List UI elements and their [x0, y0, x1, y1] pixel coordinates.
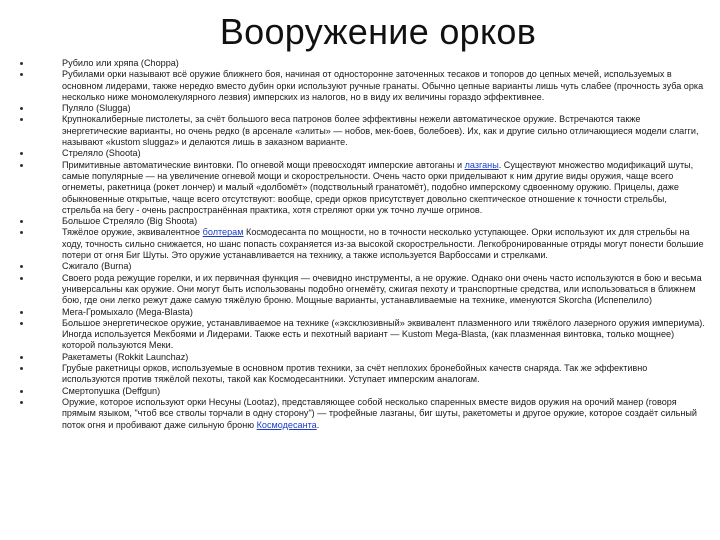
bullet-list	[16, 58, 706, 431]
item-text: Сжигало (Burna)	[62, 261, 132, 272]
bullet-icon	[20, 220, 23, 223]
item-text: Ракетаметы (Rokkit Launchaz)	[62, 351, 189, 362]
bullet-icon	[20, 231, 23, 234]
inline-link[interactable]: болтерам	[202, 227, 244, 238]
item-text: Тяжёлое оружие, эквивалентное	[62, 227, 203, 238]
item-text: Пуляло (Slugga)	[62, 103, 131, 114]
inline-link[interactable]: лазганы	[464, 159, 499, 170]
list-item	[16, 148, 706, 159]
list-item	[16, 261, 706, 272]
item-text: Большое энергетическое оружие, устанавливаемое на технике («эксклюзивный» эквивалент плазменного или тяжёлого лазерного оружия империума). Иногда используется Мекбоями и Лидерами. Также есть и пехотный вариант — Kustom Mega-Blasta, (как плазменная винтовка, только мощнее) которой пользуются Меки.	[62, 317, 705, 351]
bullet-icon	[20, 265, 23, 268]
bullet-icon	[20, 164, 23, 167]
list-item	[16, 227, 706, 261]
item-text: Грубые ракетницы орков, используемые в основном против техники, за счёт неплохих бронебойных качеств снаряда. Так же эффективно используются против тяжёлой пехоты, такой как Космодесантники. Уступает имперским аналогам.	[62, 363, 648, 385]
bullet-icon	[20, 401, 23, 404]
list-item	[16, 160, 706, 216]
list-item	[16, 307, 706, 318]
bullet-icon	[20, 322, 23, 325]
item-text: Смертопушка (Deffgun)	[62, 385, 161, 396]
list-item	[16, 363, 706, 386]
item-text: Оружие, которое используют орки Несуны (Lootaz), представляющее собой несколько спаренных вместе видов оружия на орочий манер (говоря прямым языком, "чтоб все стволы торчали в одну сторону") — трофейные лазганы, биг шуты, ракетометы и другое оружие, которое создаёт сильный поток огня и пробивают даже сильную броню	[62, 396, 698, 430]
bullet-icon	[20, 390, 23, 393]
item-text: Примитивные автоматические винтовки. По огневой мощи превосходят имперские автоганы и	[62, 159, 465, 170]
bullet-icon	[20, 277, 23, 280]
list-item	[16, 318, 706, 352]
list-item	[16, 386, 706, 397]
item-text: Мега-Громыхало (Mega-Blasta)	[62, 306, 193, 317]
list-item	[16, 352, 706, 363]
bullet-icon	[20, 62, 23, 65]
item-text: . Существуют множество модификаций шуты, самые популярные — на увеличение огневой мощи и скорострельности. Очень часто орки приделывают к ним другие виды оружия, чаще всего огнеметы, ракетница (рокет лончер) и малый «долбомёт» (подствольный гранатомёт), подобно имперскому сдвоенному оружию. Прицелы, даже обыкновенные открытые, чаще всего отсутствуют: вообще, среди орков присутствует довольно скептическое отношение к точности стрельбы, стрельба на бегу - очень распространённая практика, хотя стреляют орки уж точно лучше огринов.	[62, 159, 694, 215]
bullet-icon	[20, 152, 23, 155]
slide-title: Вооружение орков	[219, 11, 537, 52]
list-item	[16, 216, 706, 227]
list-item	[16, 58, 706, 69]
bullet-icon	[20, 356, 23, 359]
bullet-icon	[20, 367, 23, 370]
list-item	[16, 114, 706, 148]
item-text: Большое Стреляло (Big Shoota)	[62, 216, 198, 227]
list-item	[16, 397, 706, 431]
bullet-icon	[20, 311, 23, 314]
item-text: Космодесанта по мощности, но в точности несколько уступающее. Орки используют их для стрельбы на ходу, точность сильно снижается, но шанс попасть сохраняется из-за высокой скорострельности. Легкобронированные отряды могут понести большие потери от огня Биг Шуты. Это оружие устанавливается на технику, а также используется Варбоссами и стрелками.	[62, 227, 704, 261]
item-text: Своего рода режущие горелки, и их первичная функция — очевидно инструменты, а не оружие. Однако они очень часто используются в бою и весьма универсальны как оружие. Они могут быть использованы подобно огнемёту, сжигая пехоту и транспортные средства, или использоваться в ближнем бою, где они легко режут даже самую тяжёлую броню. Мощные варианты, устанавливаемые на технике, именуются Skorcha (Испепелило)	[62, 272, 702, 306]
list-item	[16, 273, 706, 307]
item-text: Стреляло (Shoota)	[62, 148, 141, 159]
item-text: Крупнокалиберные пистолеты, за счёт большого веса патронов более эффективны нежели автоматическое оружие. Встречаются также энергетические варианты, но очень редко (в арсенале «элиты» — нобов, мек-боев, болебоев). Их, как и другие сильно отличающиеся модели слагги, называют «kustom sluggaz» и делаются лишь в заказном варианте.	[62, 114, 699, 148]
list-item	[16, 69, 706, 103]
inline-link[interactable]: Космодесанта	[256, 419, 317, 430]
item-text: Рубилами орки называют всё оружие ближнего боя, начиная от односторонне заточенных тесаков и топоров до цепных мечей, используемых в основном лидерами, также нередко вместо дубин орки используют ручные гранаты. Обычно цепные варианты лишь чуть слабее (прочность зуба орка несколько ниже мономолекулярного лезвия) имперских из налогов, но в виду их величины гораздо эффективнее.	[62, 69, 704, 102]
item-text: Рубило или хряпа (Choppa)	[62, 58, 179, 68]
bullet-icon	[20, 73, 23, 76]
bullet-icon	[20, 118, 23, 121]
list-item	[16, 103, 706, 114]
item-text: .	[316, 419, 320, 430]
bullet-icon	[20, 107, 23, 110]
